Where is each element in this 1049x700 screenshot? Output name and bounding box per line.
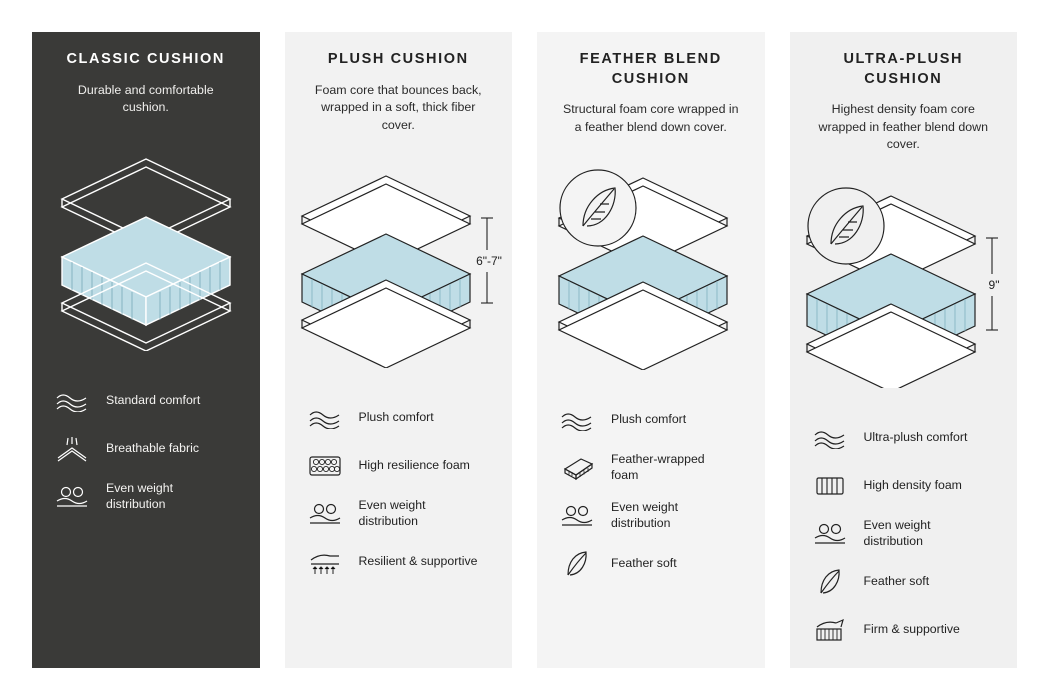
exploded-cushion-illustration: [46, 141, 246, 351]
feature-label: Firm & supportive: [863, 621, 960, 636]
feature-item: [52, 377, 240, 425]
feature-item: [52, 473, 240, 521]
leaf-icon: [810, 565, 850, 599]
feature-item: [810, 414, 998, 462]
cushion-layer-diagram: [285, 138, 513, 388]
feature-item: [305, 490, 493, 538]
feature-label: Breathable fabric: [106, 440, 199, 455]
feature-label: Even weight distribution: [863, 517, 931, 548]
card-description: Structural foam core wrapped in a feather blend down cover.: [562, 102, 739, 134]
leaf-icon: [557, 547, 597, 581]
feature-item: [305, 538, 493, 586]
feature-label: High resilience foam: [358, 458, 470, 473]
feature-item: [557, 492, 745, 540]
feature-label: Ultra-plush comfort: [863, 429, 968, 444]
cushion-layer-diagram: [537, 140, 765, 390]
feature-item: [305, 442, 493, 490]
firm-support-icon: [810, 613, 850, 647]
feature-label: Plush comfort: [611, 412, 687, 427]
dimension-label: 6"-7": [475, 254, 502, 269]
feature-label: Feather soft: [863, 573, 930, 588]
feature-label: Plush comfort: [358, 410, 434, 425]
feature-item: [305, 394, 493, 442]
feature-item: [810, 462, 998, 510]
feature-label: Even weight distribution: [358, 498, 426, 529]
feature-item: [810, 558, 998, 606]
card-title: ULTRA-PLUSH CUSHION: [843, 51, 964, 87]
dimension-label: 9": [988, 277, 1000, 292]
feature-item: [810, 606, 998, 654]
feature-label: Feather-wrapped foam: [611, 452, 705, 483]
feature-label: Feather soft: [611, 556, 677, 571]
feature-list: [790, 414, 1018, 654]
cushion-card-ultra-plush[interactable]: [790, 32, 1018, 668]
card-description: Highest density foam core wrapped in feather blend down cover.: [818, 102, 988, 152]
feature-item: [52, 425, 240, 473]
card-title: CLASSIC CUSHION: [66, 51, 226, 67]
feature-label: High density foam: [863, 477, 962, 492]
wave-icon: [305, 401, 345, 435]
feature-label: Standard comfort: [106, 392, 201, 407]
cushion-layer-diagram: [32, 121, 260, 371]
honeycomb-foam-icon: [305, 449, 345, 483]
wave-icon: [52, 384, 92, 418]
card-title: PLUSH CUSHION: [327, 51, 469, 67]
even-weight-icon: [52, 480, 92, 514]
cushion-layer-diagram: [790, 158, 1018, 408]
high-density-foam-icon: [810, 469, 850, 503]
feature-list: [32, 377, 260, 521]
exploded-cushion-illustration: [543, 160, 758, 370]
feature-list: [285, 394, 513, 586]
cushion-card-plush[interactable]: [285, 32, 513, 668]
feature-item: [557, 396, 745, 444]
cushion-card-classic[interactable]: [32, 32, 260, 668]
feature-label: Even weight distribution: [106, 480, 173, 511]
feature-label: Resilient & supportive: [358, 554, 478, 569]
card-title: FEATHER BLEND CUSHION: [579, 51, 722, 87]
even-weight-icon: [810, 517, 850, 551]
breathable-fabric-icon: [52, 432, 92, 466]
card-description: Foam core that bounces back, wrapped in a soft, thick fiber cover.: [314, 82, 482, 132]
even-weight-icon: [305, 497, 345, 531]
cushion-card-feather-blend[interactable]: [537, 32, 765, 668]
resilient-support-icon: [305, 545, 345, 579]
feature-item: [557, 540, 745, 588]
feature-item: [557, 444, 745, 492]
feature-label: Even weight distribution: [611, 500, 678, 531]
feature-list: [537, 396, 765, 588]
feather-wrapped-foam-icon: [557, 451, 597, 485]
even-weight-icon: [557, 499, 597, 533]
exploded-cushion-illustration: [291, 158, 506, 368]
feature-item: [810, 510, 998, 558]
wave-icon: [557, 403, 597, 437]
card-description: Durable and comfortable cushion.: [77, 82, 214, 115]
exploded-cushion-illustration: [796, 178, 1011, 388]
wave-icon: [810, 421, 850, 455]
